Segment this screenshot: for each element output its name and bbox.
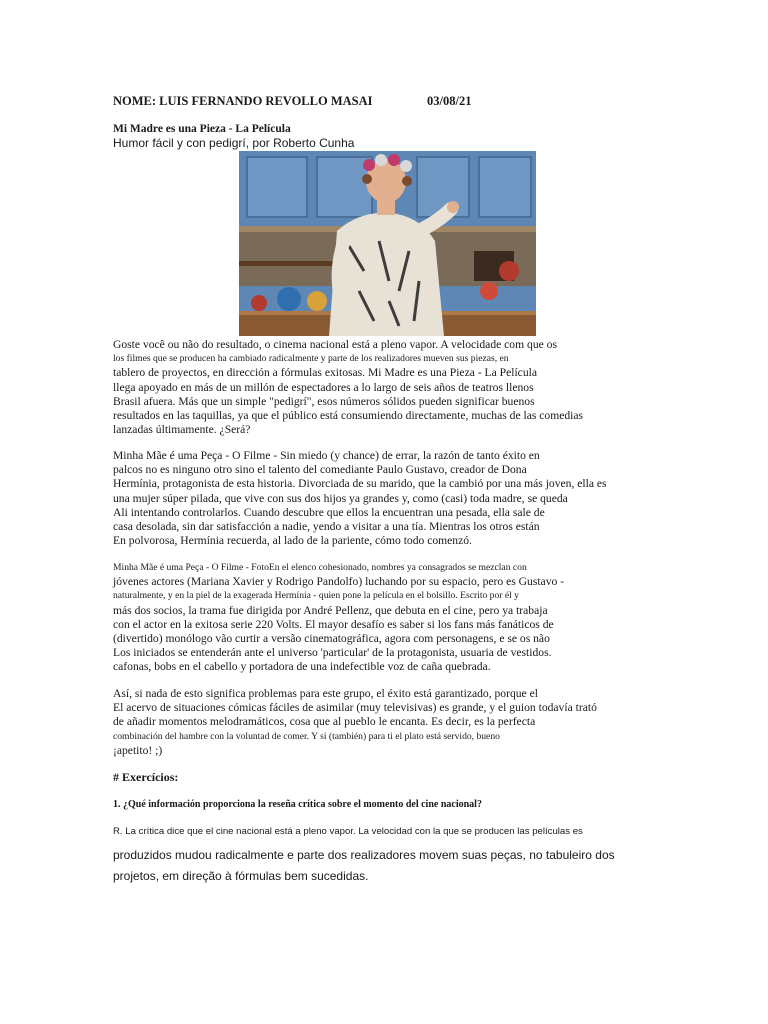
paragraph-line: cafonas, bobs en el cabello y portadora de una indefectible voz de caña quebrada. (113, 660, 491, 674)
paragraph-line: más dos socios, la trama fue dirigida por André Pellenz, que debuta en el cine, pero ya trabaja (113, 603, 548, 617)
paragraph-2 (113, 449, 633, 548)
paragraph-line: resultados en las taquillas, ya que el público está consumiendo directamente, muchas de las comedias (113, 409, 584, 423)
paragraph-line: palcos no es ninguno otro sino el talento del comediante Paulo Gustavo, creador de Dona (113, 463, 527, 477)
paragraph-line: una mujer súper pilada, que vive con sus dos hijos ya grandes y, como (casi) toda madre, se queda (113, 491, 568, 505)
movie-still-image (239, 151, 536, 336)
paragraph-line: Ali intentando controlarlos. Cuando descubre que ellos la encuentran una pesada, ella sale de (113, 505, 545, 519)
article-subtitle: Humor fácil y con pedigrí, por Roberto Cunha (113, 136, 355, 150)
paragraph-line: Los iniciados se entenderán ante el universo 'particular' de la protagonista, usuaria de vestidos. (113, 646, 552, 660)
paragraph-1 (113, 338, 633, 437)
paragraph-line: Hermínia, protagonista de esta historia. Divorciada de su marido, que la cambió por una más joven, ella es (113, 477, 607, 491)
paragraph-line: ¡apetito! ;) (113, 743, 163, 757)
answer-1-line-2: produzidos mudou radicalmente e parte dos realizadores movem suas peças, no tabuleiro dos (113, 848, 615, 862)
paragraph-line: con el actor en la exitosa serie 220 Volts. El mayor desafío es saber si los fans más fanáticos de (113, 617, 554, 631)
answer-1-line-3: projetos, em direção à fórmulas bem sucedidas. (113, 869, 369, 883)
document-date: 03/08/21 (427, 94, 472, 108)
paragraph-line: Goste você ou não do resultado, o cinema nacional está a pleno vapor. A velocidade com que os (113, 338, 557, 351)
paragraph-line: El acervo de situaciones cómicas fáciles de asimilar (muy televisivas) es grande, y el guion todavía trató (113, 701, 597, 715)
student-name: NOME: LUIS FERNANDO REVOLLO MASAI (113, 94, 373, 108)
paragraph-line: llega apoyado en más de un millón de espectadores a lo largo de seis años de teatros llenos (113, 380, 534, 394)
paragraph-line: Minha Mãe é uma Peça - O Filme - FotoEn el elenco cohesionado, nombres ya consagrados se mezclan con (113, 562, 527, 573)
paragraph-line: Minha Mãe é uma Peça - O Filme - Sin miedo (y chance) de errar, la razón de tanto éxito en (113, 449, 540, 462)
answer-1-line-1: R. La crítica dice que el cine nacional está a pleno vapor. La velocidad con la que se producen las películas es (113, 826, 583, 837)
paragraph-line: tablero de proyectos, en dirección a fórmulas exitosas. Mi Madre es una Pieza - La Película (113, 366, 537, 380)
exercises-heading: # Exercícios: (113, 770, 179, 784)
paragraph-line: Así, si nada de esto significa problemas para este grupo, el éxito está garantizado, porque el (113, 687, 538, 700)
paragraph-line: (divertido) monólogo vão curtir a versão cinematográfica, agora com personagens, e se os não (113, 632, 550, 646)
paragraph-line: Brasil afuera. Más que un simple "pedigrí", esos números sólidos pueden significar buenos (113, 394, 535, 408)
article-title: Mi Madre es una Pieza - La Película (113, 123, 291, 135)
paragraph-line: combinación del hambre con la voluntad de comer. Y si (también) para ti el plato está servido, bueno (113, 730, 500, 742)
paragraph-4 (113, 687, 633, 758)
paragraph-line: los filmes que se producen ha cambiado radicalmente y parte de los realizadores mueven sus piezas, en (113, 353, 509, 365)
paragraph-line: lanzadas últimamente. ¿Será? (113, 423, 251, 437)
question-1: 1. ¿Qué información proporciona la reseña crítica sobre el momento del cine nacional? (113, 799, 482, 810)
paragraph-line: de añadir momentos melodramáticos, cosa que al pueblo le encanta. Es decir, es la perfecta (113, 715, 536, 729)
paragraph-line: naturalmente, y en la piel de la exagerada Hermínia - quien pone la película en el bolsillo. Escrito por él y (113, 590, 519, 602)
paragraph-3 (113, 561, 633, 675)
movie-still-illustration (239, 151, 536, 336)
paragraph-line: casa desolada, sin dar satisfacción a nadie, yendo a visitar a una tía. Mientras los otros están (113, 520, 540, 534)
paragraph-line: jóvenes actores (Mariana Xavier y Rodrigo Pandolfo) luchando por su espacio, pero es Gustavo - (113, 575, 565, 589)
paragraph-line: En polvorosa, Hermínia recuerda, al lado de la pariente, cómo todo comenzó. (113, 534, 472, 548)
